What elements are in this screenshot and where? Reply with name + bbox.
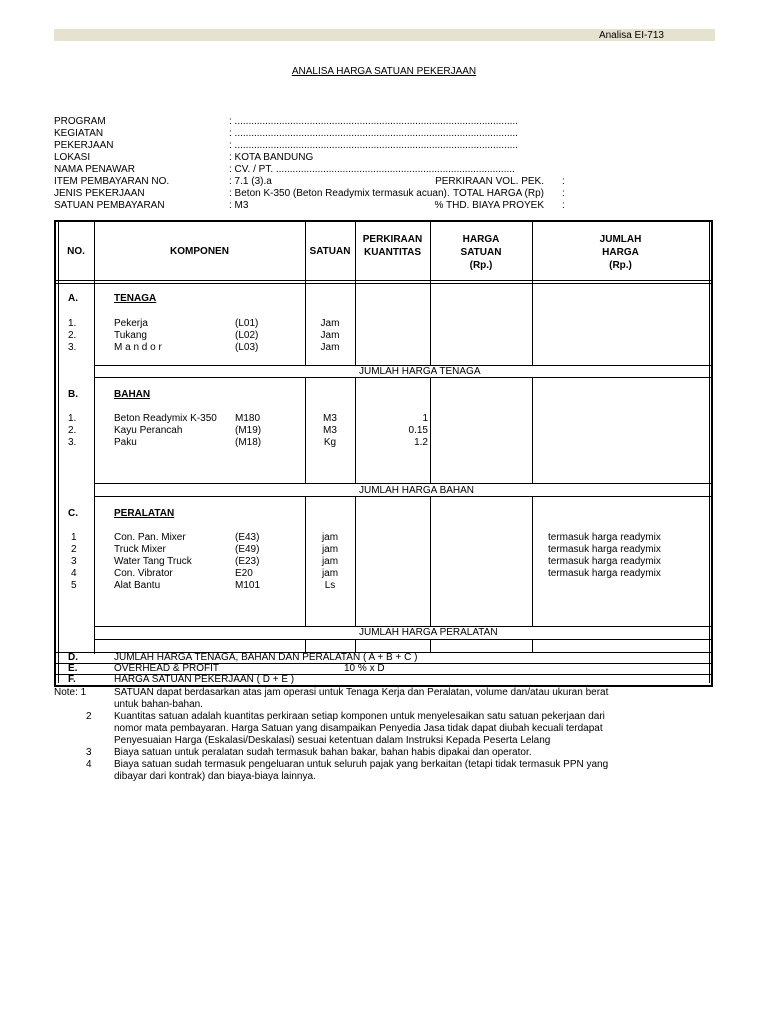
- b-row-1-unit: M3: [323, 413, 337, 424]
- table-inner-left-border: [58, 222, 59, 683]
- col-divider-kuantitas-4: [430, 640, 431, 652]
- c-row-1-unit: jam: [321, 532, 339, 543]
- a-row-2-unit: Jam: [320, 330, 340, 341]
- total-f-no: F.: [68, 674, 76, 685]
- c-row-3-unit: jam: [321, 556, 339, 567]
- header-jumlah-3: (Rp.): [609, 260, 632, 271]
- col-divider-harga-2: [532, 378, 533, 483]
- info-label-item-pembayaran: ITEM PEMBAYARAN NO.: [54, 176, 170, 187]
- header-jumlah-2: HARGA: [602, 247, 639, 258]
- b-row-2-code: (M19): [235, 425, 262, 436]
- a-row-1-name: Pekerja: [114, 318, 148, 329]
- info-value-nama-penawar: : CV. / PT. ......................................................................................: [229, 164, 515, 175]
- c-row-5-unit: Ls: [324, 580, 336, 591]
- c-row-5-no: 5: [71, 580, 77, 591]
- info-value-item-pembayaran: : 7.1 (3).a: [229, 176, 272, 187]
- c-row-1-code: (E43): [235, 532, 260, 543]
- col-divider-satuan-3: [355, 497, 356, 626]
- col-divider-komponen-4: [305, 640, 306, 652]
- a-row-3-no: 3.: [68, 342, 77, 353]
- header-satuan: SATUAN: [309, 246, 351, 257]
- total-f-text: HARGA SATUAN PEKERJAAN ( D + E ): [114, 674, 295, 685]
- note-1-text: SATUAN dapat berdasarkan atas jam operasi untuk Tenaga Kerja dan Peralatan, volume dan/atau ukuran berat untuk bahan-bahan.: [114, 687, 609, 710]
- section-b-title: BAHAN: [114, 389, 151, 400]
- c-row-1-name: Con. Pan. Mixer: [114, 532, 186, 543]
- info-value-kegiatan: : ......................................................................................................: [229, 128, 518, 139]
- c-row-2-name: Truck Mixer: [114, 544, 166, 555]
- c-row-2-unit: jam: [321, 544, 339, 555]
- subtotal-c-label: JUMLAH HARGA PERALATAN: [359, 627, 498, 638]
- section-a-no: A.: [68, 293, 78, 304]
- a-row-2-no: 2.: [68, 330, 77, 341]
- section-a-title: TENAGA: [114, 293, 157, 304]
- header-harga-2: SATUAN: [460, 247, 502, 258]
- info-value-program: : ......................................................................................................: [229, 116, 518, 127]
- a-row-1-code: (L01): [235, 318, 259, 329]
- b-row-1-code: M180: [235, 413, 261, 424]
- b-row-2-qty: 0.15: [408, 425, 428, 436]
- a-row-3-unit: Jam: [320, 342, 340, 353]
- b-row-1-name: Beton Readymix K-350: [114, 413, 217, 424]
- total-e-text: OVERHEAD & PROFIT: [114, 663, 220, 674]
- info-label-pekerjaan: PEKERJAAN: [54, 140, 114, 151]
- header-harga-1: HARGA: [462, 234, 500, 245]
- b-row-1-qty: 1: [422, 413, 428, 424]
- col-divider-satuan-4: [355, 640, 356, 652]
- info-label-kegiatan: KEGIATAN: [54, 128, 104, 139]
- subtotal-c-bottom: [94, 639, 711, 640]
- c-row-5-code: M101: [235, 580, 261, 591]
- c-row-4-name: Con. Vibrator: [114, 568, 173, 579]
- c-row-2-no: 2: [71, 544, 77, 555]
- header-komponen: KOMPONEN: [170, 246, 229, 257]
- right-label-persen-biaya: % THD. BIAYA PROYEK: [434, 200, 544, 211]
- b-row-3-unit: Kg: [323, 437, 337, 448]
- c-row-4-no: 4: [71, 568, 77, 579]
- subtotal-b-top: [94, 483, 711, 484]
- document-title-text: ANALISA HARGA SATUAN PEKERJAAN: [291, 66, 477, 77]
- b-row-3-code: (M18): [235, 437, 262, 448]
- note-3-num: 3: [86, 747, 92, 758]
- info-value-pekerjaan: : ......................................................................................................: [229, 140, 518, 151]
- analysis-table: [54, 220, 713, 687]
- col-divider-harga-3: [532, 497, 533, 626]
- document-title: [0, 66, 768, 77]
- c-row-3-note: termasuk harga readymix: [548, 556, 661, 567]
- section-c-no: C.: [68, 508, 78, 519]
- c-row-2-code: (E49): [235, 544, 260, 555]
- right-label-total-harga: TOTAL HARGA (Rp): [453, 188, 544, 199]
- a-row-2-code: (L02): [235, 330, 259, 341]
- table-inner-right-border: [709, 222, 710, 683]
- c-row-2-note: termasuk harga readymix: [548, 544, 661, 555]
- info-label-lokasi: LOKASI: [54, 152, 91, 163]
- subtotal-a-bottom: [94, 377, 711, 378]
- col-divider-kuantitas-2: [430, 378, 431, 483]
- total-d-no: D.: [68, 652, 78, 663]
- a-row-3-name: M a n d o r: [114, 342, 162, 353]
- c-row-4-note: termasuk harga readymix: [548, 568, 661, 579]
- section-b-no: B.: [68, 389, 78, 400]
- right-colon-persen-biaya: :: [562, 200, 565, 211]
- c-row-1-no: 1: [71, 532, 77, 543]
- subtotal-b-bottom: [94, 496, 711, 497]
- note-1-num: Note: 1: [54, 687, 87, 698]
- info-value-lokasi: : KOTA BANDUNG: [229, 152, 314, 163]
- header-no: NO.: [67, 246, 85, 257]
- b-row-3-name: Paku: [114, 437, 137, 448]
- total-d-text: JUMLAH HARGA TENAGA, BAHAN DAN PERALATAN ( A + B + C ): [114, 652, 418, 663]
- col-divider-no: [94, 222, 95, 654]
- c-row-5-name: Alat Bantu: [114, 580, 161, 591]
- b-row-3-qty: 1.2: [414, 437, 428, 448]
- col-divider-harga-4: [532, 640, 533, 652]
- right-colon-total-harga: :: [562, 188, 565, 199]
- b-row-2-name: Kayu Perancah: [114, 425, 183, 436]
- subtotal-b-label: JUMLAH HARGA BAHAN: [359, 485, 475, 496]
- header-kuantitas-1: PERKIRAAN: [362, 234, 423, 245]
- b-row-2-no: 2.: [68, 425, 77, 436]
- c-row-4-unit: jam: [321, 568, 339, 579]
- subtotal-a-label: JUMLAH HARGA TENAGA: [359, 366, 481, 377]
- a-row-1-no: 1.: [68, 318, 77, 329]
- header-divider: [56, 280, 711, 281]
- info-value-satuan-pembayaran: : M3: [229, 200, 249, 211]
- c-row-3-name: Water Tang Truck: [114, 556, 192, 567]
- c-row-3-no: 3: [71, 556, 77, 567]
- header-divider-2: [56, 283, 711, 284]
- info-value-jenis-pekerjaan: : Beton K-350 (Beton Readymix termasuk acuan).: [229, 188, 450, 199]
- header-kuantitas-2: KUANTITAS: [363, 247, 422, 258]
- a-row-2-name: Tukang: [114, 330, 147, 341]
- info-label-satuan-pembayaran: SATUAN PEMBAYARAN: [54, 200, 165, 211]
- note-2-num: 2: [86, 711, 92, 722]
- right-colon-perkiraan-vol: :: [562, 176, 565, 187]
- col-divider-kuantitas-3: [430, 497, 431, 626]
- header-harga-3: (Rp.): [469, 260, 493, 271]
- header-jumlah-1: JUMLAH: [599, 234, 642, 245]
- c-row-4-code: E20: [235, 568, 253, 579]
- total-e-percent: 10 % x D: [344, 663, 385, 674]
- c-row-3-code: (E23): [235, 556, 260, 567]
- b-row-3-no: 3.: [68, 437, 77, 448]
- right-label-perkiraan-vol: PERKIRAAN VOL. PEK.: [435, 176, 544, 187]
- total-e-no: E.: [68, 663, 78, 674]
- note-4-num: 4: [86, 759, 92, 770]
- a-row-3-code: (L03): [235, 342, 259, 353]
- info-label-program: PROGRAM: [54, 116, 106, 127]
- b-row-2-unit: M3: [323, 425, 337, 436]
- note-3-text: Biaya satuan untuk peralatan sudah termasuk bahan bakar, bahan habis dipakai dan operator.: [114, 747, 532, 758]
- document-code: Analisa EI-713: [598, 30, 664, 41]
- b-row-1-no: 1.: [68, 413, 77, 424]
- c-row-1-note: termasuk harga readymix: [548, 532, 661, 543]
- info-label-jenis-pekerjaan: JENIS PEKERJAAN: [54, 188, 145, 199]
- note-2-text: Kuantitas satuan adalah kuantitas perkiraan setiap komponen untuk menyelesaikan satu satuan pekerjaan dari nomor mata pembayaran. Harga Satuan yang disampaikan Penyedia Jasa tidak dapat diubah kecuali terdapat Penyesuaian Harga (Eskalasi/Deskalasi) sesuai ketentuan dalam Instruksi Kepada Peserta Lelang: [114, 711, 605, 746]
- info-label-nama-penawar: NAMA PENAWAR: [54, 164, 135, 175]
- note-4-text: Biaya satuan sudah termasuk pengeluaran untuk seluruh pajak yang berkaitan (tetapi tidak termasuk PPN yang dibayar dari kontrak) dan biaya-biaya lainnya.: [114, 759, 609, 782]
- a-row-1-unit: Jam: [320, 318, 340, 329]
- section-c-title: PERALATAN: [114, 508, 175, 519]
